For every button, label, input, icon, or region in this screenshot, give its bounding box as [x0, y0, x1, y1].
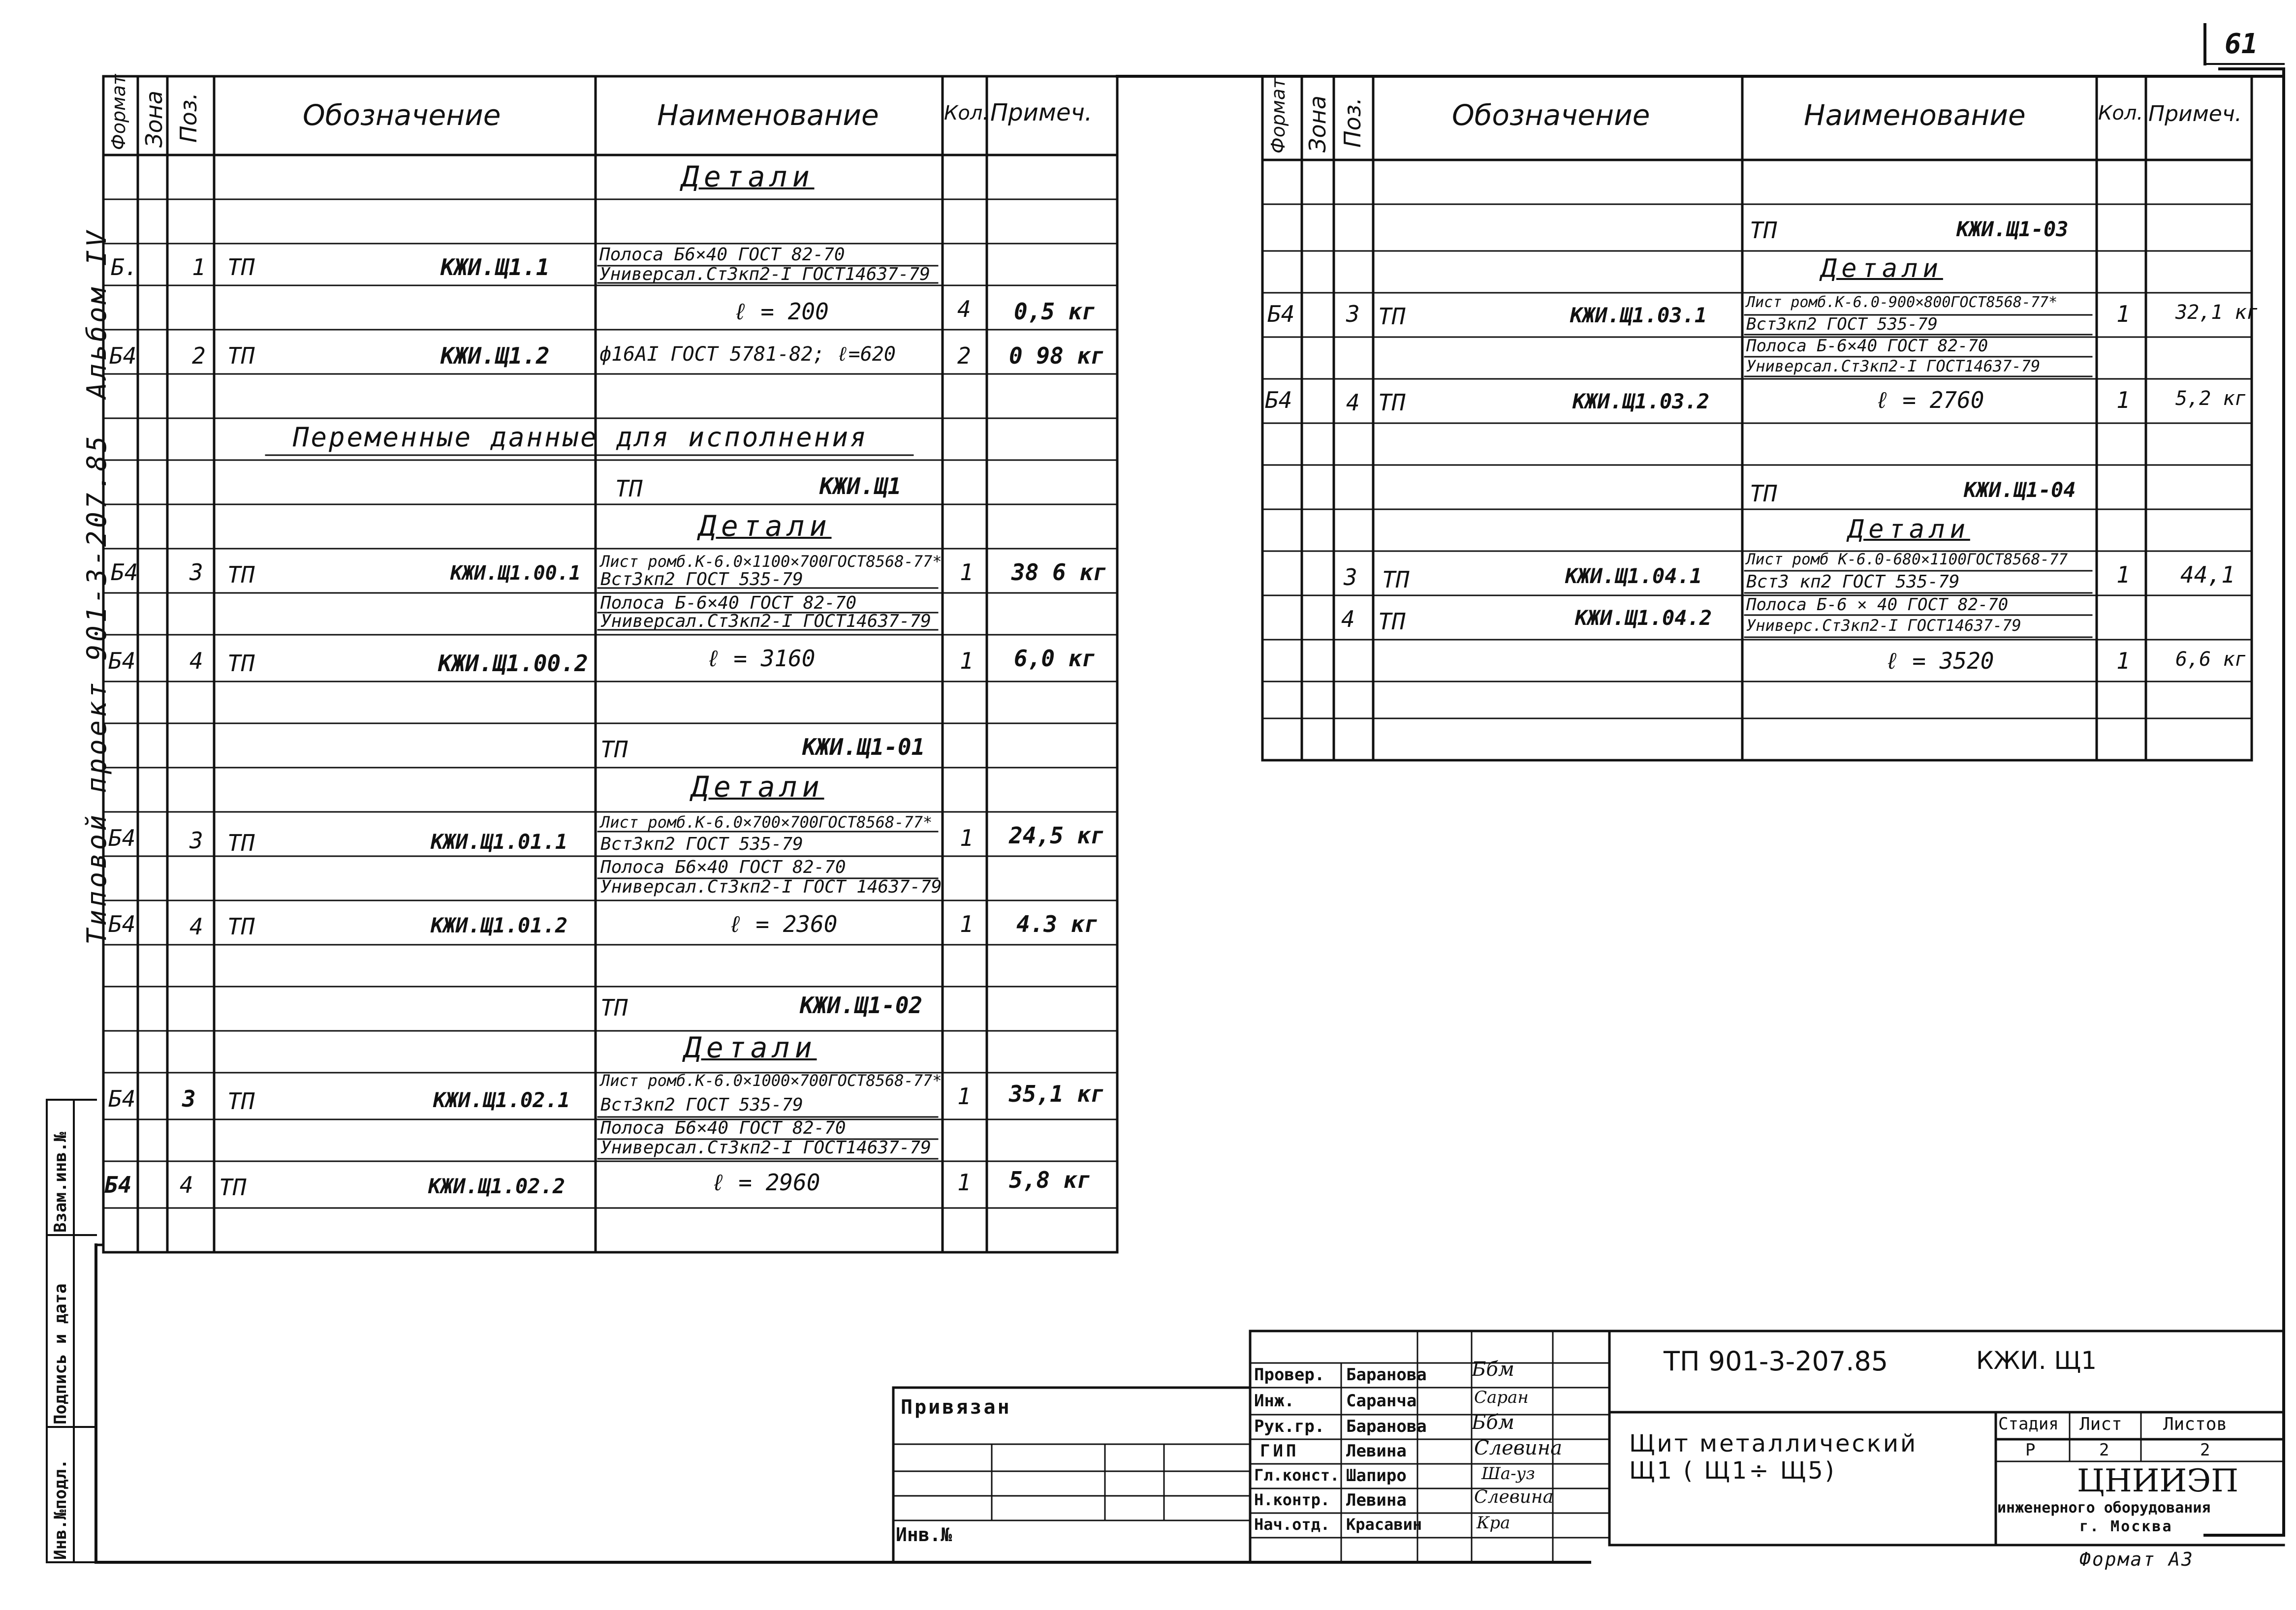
signature-mark: Слевина: [1474, 1487, 1554, 1507]
cell-code: КЖИ.Щ1.00.1: [450, 562, 581, 585]
cell-pos: 3: [189, 827, 203, 854]
person-name: Саранча: [1346, 1391, 1417, 1411]
cell-note: 32,1 кг: [2175, 301, 2259, 324]
sheet-format: Формат А3: [2079, 1548, 2194, 1570]
cell-code: КЖИ.Щ1.04.1: [1565, 564, 1702, 588]
cell-note: 24,5 кг: [1009, 822, 1104, 849]
variant-code: КЖИ.Щ1-04: [1964, 478, 2076, 502]
cell-tp: ТП: [1378, 303, 1406, 330]
cell-format: Б4: [108, 825, 136, 851]
cell-pos: 4: [1341, 606, 1355, 632]
cell-code: КЖИ.Щ1.1: [440, 254, 550, 280]
role-label: Н.контр.: [1254, 1490, 1330, 1509]
inv-no-label: Инв.№: [896, 1524, 952, 1546]
cell-qty: 2: [957, 342, 971, 369]
cell-code: КЖИ.Щ1.01.2: [431, 913, 568, 937]
person-name: Левина: [1346, 1490, 1407, 1510]
cell-code: КЖИ.Щ1.02.2: [428, 1174, 566, 1198]
cell-format: Б4: [108, 1085, 136, 1112]
cell-tp: ТП: [227, 650, 255, 677]
signature-mark: Саран: [1474, 1388, 1529, 1407]
cell-name-line: Универсал.Ст3кп2-I ГОСТ 14637-79: [600, 877, 942, 897]
cell-code: КЖИ.Щ1.03.1: [1570, 303, 1707, 327]
privyazan-label: Привязан: [901, 1396, 1011, 1419]
signature-mark: Ша-уз: [1481, 1464, 1535, 1484]
cell-name-line: Лист ромб.К-6.0×1000×700ГОСТ8568-77*: [600, 1071, 942, 1090]
variant-tp: ТП: [1750, 480, 1777, 507]
inv-podl-label: Инв.№подл.: [51, 1459, 70, 1560]
sheets-label: Листов: [2163, 1414, 2228, 1434]
cell-tp: ТП: [227, 1088, 255, 1115]
hdr-note: Примеч.: [990, 99, 1093, 126]
cell-pos: 3: [1346, 301, 1360, 327]
cell-name: ℓ = 3160: [706, 645, 816, 672]
cell-qty: 1: [2116, 648, 2130, 674]
person-name: Баранова: [1346, 1417, 1427, 1436]
role-label: Гл.конст.: [1254, 1466, 1340, 1485]
cell-format: Б4: [108, 648, 136, 674]
variant-code: КЖИ.Щ1-03: [1956, 217, 2069, 241]
drawing-subtitle: Щ1 ( Щ1÷ Щ5): [1629, 1457, 1836, 1485]
cell-name-line: Полоса Б-6 × 40 ГОСТ 82-70: [1746, 595, 2009, 615]
cell-tp: ТП: [1378, 389, 1406, 416]
cell-pos: 4: [189, 648, 203, 674]
role-label: ГИП: [1260, 1441, 1299, 1461]
cell-qty: 1: [960, 559, 974, 586]
cell-note: 38 6 кг: [1011, 559, 1107, 586]
cell-qty: 4: [957, 296, 971, 322]
cell-pos: 3: [182, 1085, 196, 1112]
stage-value: Р: [2025, 1440, 2036, 1460]
signature-mark: Ббм: [1472, 1358, 1514, 1381]
cell-tp: ТП: [1382, 566, 1410, 593]
cell-pos: 4: [189, 913, 203, 940]
cell-format: Б4: [1265, 387, 1292, 413]
hdr-pos: Поз.: [1339, 97, 1366, 148]
cell-pos: 2: [192, 342, 206, 369]
variable-data-title: Переменные данные для исполнения: [293, 422, 868, 453]
variant-code: КЖИ.Щ1-02: [800, 992, 923, 1019]
cell-name: ф16AI ГОСТ 5781-82; ℓ=620: [599, 343, 896, 366]
variant-code: КЖИ.Щ1-01: [802, 734, 925, 760]
project-label: Типовой проект 901-3-207.85: [81, 433, 112, 945]
doc-mark: КЖИ. Щ1: [1976, 1346, 2097, 1375]
cell-format: Б4: [108, 911, 136, 937]
cell-name-line: Полоса Б-6×40 ГОСТ 82-70: [1746, 336, 1988, 356]
hdr-designation: Обозначение: [1452, 98, 1650, 132]
hdr-zone: Зона: [141, 91, 167, 148]
cell-name: ℓ = 200: [733, 298, 829, 325]
cell-pos: 1: [192, 254, 206, 280]
cell-qty: 1: [2116, 301, 2130, 327]
person-name: Шапиро: [1346, 1466, 1407, 1486]
cell-pos: 4: [180, 1172, 193, 1198]
signature-mark: Кра: [1477, 1513, 1510, 1533]
cell-code: КЖИ.Щ1.02.1: [433, 1088, 570, 1112]
cell-note: 35,1 кг: [1009, 1081, 1104, 1107]
cell-name-line: Лист ромб К-6.0-680×1100ГОСТ8568-77: [1746, 551, 2068, 568]
album-label: Альбом IV: [81, 228, 112, 399]
cell-code: КЖИ.Щ1.01.1: [431, 830, 568, 854]
hdr-format: Формат: [108, 74, 129, 150]
cell-code: КЖИ.Щ1.03.2: [1573, 389, 1710, 413]
role-label: Провер.: [1254, 1365, 1325, 1385]
cell-note: 4.3 кг: [1016, 911, 1099, 937]
cell-name-line: Лист ромб.К-6.0-900×800ГОСТ8568-77*: [1746, 294, 2058, 311]
variant-tp: ТП: [615, 475, 643, 502]
cell-pos: 3: [1344, 564, 1357, 590]
sheets-value: 2: [2200, 1440, 2210, 1460]
section-title: Детали: [1821, 254, 1943, 283]
cell-note: 5,8 кг: [1009, 1167, 1091, 1193]
section-title: Детали: [1848, 515, 1970, 544]
hdr-qty: Кол.: [944, 102, 989, 124]
cell-name-line: Универсал.Ст3кп2-I ГОСТ14637-79: [599, 264, 930, 284]
cell-code: КЖИ.Щ1.04.2: [1575, 606, 1712, 630]
cell-format: Б4: [104, 1172, 132, 1198]
cell-name-line: Полоса Б6×40 ГОСТ 82-70: [600, 857, 846, 877]
cell-tp: ТП: [227, 830, 255, 856]
cell-note: 0 98 кг: [1009, 342, 1104, 369]
section-title: Детали: [692, 770, 824, 804]
cell-qty: 1: [957, 1083, 971, 1110]
cell-qty: 1: [957, 1169, 971, 1196]
hdr-name: Наименование: [657, 98, 879, 132]
cell-tp: ТП: [227, 254, 255, 280]
cell-name-line: Универсал.Ст3кп2-I ГОСТ14637-79: [1746, 357, 2041, 375]
cell-name-line: Универсал.Ст3кп2-I ГОСТ14637-79: [600, 1138, 931, 1158]
variant-tp: ТП: [600, 994, 628, 1021]
variant-tp: ТП: [600, 736, 628, 763]
person-name: Красавин: [1346, 1515, 1422, 1534]
section-title: Детали: [684, 1031, 817, 1064]
cell-name-line: Полоса Б6×40 ГОСТ 82-70: [599, 245, 845, 265]
stage-label: Стадия: [1998, 1414, 2059, 1434]
cell-name-line: Лист ромб.К-6.0×700×700ГОСТ8568-77*: [600, 813, 933, 832]
cell-qty: 1: [960, 825, 974, 851]
cell-name: ℓ = 2760: [1875, 387, 1984, 413]
section-title: Детали: [682, 160, 815, 193]
variant-code: КЖИ.Щ1: [819, 473, 902, 499]
cell-qty: 1: [960, 911, 974, 937]
role-label: Инж.: [1254, 1391, 1294, 1411]
cell-name: ℓ = 3520: [1885, 648, 1994, 674]
cell-note: 0,5 кг: [1014, 298, 1096, 325]
cell-code: КЖИ.Щ1.2: [440, 342, 550, 369]
org-name: ЦНИИЭП: [2077, 1463, 2239, 1499]
section-title: Детали: [699, 509, 832, 543]
cell-name-line: Универс.Ст3кп2-I ГОСТ14637-79: [1746, 616, 2021, 635]
cell-tp: ТП: [227, 342, 255, 369]
cell-name-line: Вст3кп2 ГОСТ 535-79: [600, 569, 803, 589]
hdr-qty: Кол.: [2098, 102, 2143, 124]
org-city: г. Москва: [2079, 1518, 2173, 1535]
vzam-inv-label: Взам.инв.№: [51, 1132, 70, 1233]
doc-code: ТП 901-3-207.85: [1664, 1346, 1888, 1377]
org-subtitle: инженерного оборудования: [1997, 1499, 2211, 1517]
cell-qty: 1: [2116, 387, 2130, 413]
person-name: Баранова: [1346, 1365, 1427, 1385]
signature-mark: Ббм: [1472, 1411, 1514, 1434]
cell-note: 5,2 кг: [2175, 387, 2247, 410]
page-number: 61: [2225, 28, 2258, 60]
cell-note: 6,0 кг: [1014, 645, 1096, 672]
hdr-pos: Поз.: [175, 93, 202, 143]
cell-code: КЖИ.Щ1.00.2: [438, 650, 588, 677]
cell-tp: ТП: [227, 913, 255, 940]
signature-mark: Слевина: [1474, 1437, 1562, 1459]
cell-name-line: Вст3кп2 ГОСТ 535-79: [600, 1095, 803, 1115]
role-label: Рук.гр.: [1254, 1417, 1325, 1436]
cell-note: 44,1: [2180, 561, 2235, 588]
hdr-name: Наименование: [1804, 98, 2026, 132]
cell-name: ℓ = 2960: [711, 1169, 820, 1196]
person-name: Левина: [1346, 1441, 1407, 1461]
signature-date-label: Подпись и дата: [51, 1283, 70, 1424]
cell-name-line: Вст3 кп2 ГОСТ 535-79: [1746, 572, 1960, 592]
cell-name-line: Вст3кп2 ГОСТ 535-79: [1746, 314, 1938, 334]
cell-tp: ТП: [1378, 608, 1406, 635]
role-label: Нач.отд.: [1254, 1515, 1330, 1534]
variant-tp: ТП: [1750, 217, 1777, 244]
cell-name-line: Полоса Б-6×40 ГОСТ 82-70: [600, 593, 857, 613]
cell-note: 6,6 кг: [2175, 648, 2247, 671]
cell-name-line: Полоса Б6×40 ГОСТ 82-70: [600, 1118, 846, 1138]
cell-pos: 4: [1346, 389, 1360, 416]
cell-format: Б.: [111, 254, 138, 280]
cell-qty: 1: [2116, 561, 2130, 588]
hdr-zone: Зона: [1304, 95, 1331, 153]
cell-name: ℓ = 2360: [728, 911, 838, 937]
cell-name-line: Универсал.Ст3кп2-I ГОСТ14637-79: [600, 611, 931, 631]
cell-tp: ТП: [219, 1174, 247, 1201]
cell-name-line: Вст3кп2 ГОСТ 535-79: [600, 834, 803, 854]
hdr-format: Формат: [1267, 77, 1289, 154]
cell-name-line: Лист ромб.К-6.0×1100×700ГОСТ8568-77*: [600, 552, 942, 571]
cell-pos: 3: [189, 559, 203, 586]
cell-format: Б4: [109, 342, 137, 369]
hdr-designation: Обозначение: [303, 98, 501, 132]
cell-format: Б4: [111, 559, 138, 586]
drawing-title: Щит металлический: [1629, 1430, 1918, 1457]
sheet-label: Лист: [2079, 1414, 2122, 1434]
cell-format: Б4: [1267, 301, 1295, 327]
hdr-note: Примеч.: [2148, 101, 2242, 126]
sheet-value: 2: [2099, 1440, 2109, 1460]
cell-qty: 1: [960, 648, 974, 674]
cell-tp: ТП: [227, 561, 255, 588]
